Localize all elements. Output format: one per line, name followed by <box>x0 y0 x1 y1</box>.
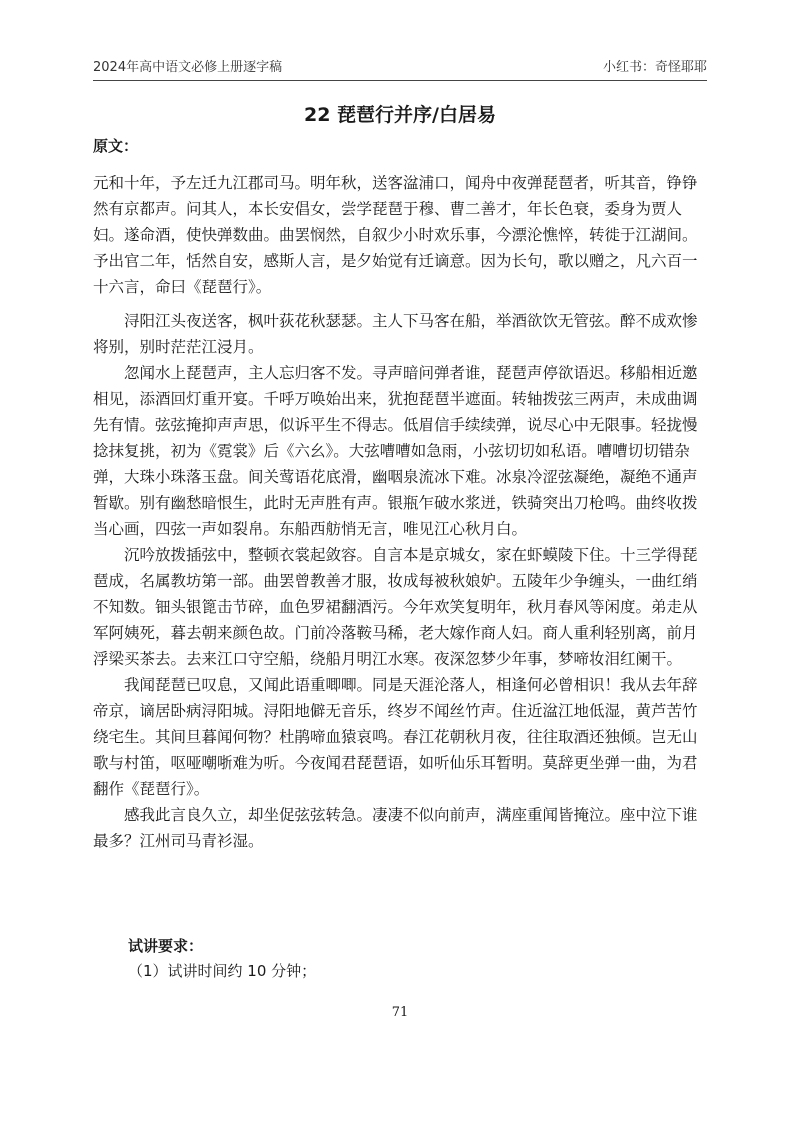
requirement-item: （1）试讲时间约 10 分钟； <box>128 962 317 980</box>
poem-stanza: 忽闻水上琵琶声，主人忘归客不发。寻声暗问弹者谁，琵琶声停欲语迟。移船相近邀相见，添酒回灯重开宴。千呼万唤始出来，犹抱琵琶半遮面。转轴拨弦三两声，未成曲调先有情。弦弦掩抑声声思，似诉平生不得志。低眉信手续续弹，说尽心中无限事。轻拢慢捻抹复挑，初为《霓裳》后《六幺》。大弦嘈嘈如急雨，小弦切切如私语。嘈嘈切切错杂弹，大珠小珠落玉盘。间关莺语花底滑，幽咽泉流冰下难。冰泉冷涩弦凝绝，凝绝不通声暂歇。别有幽愁暗恨生，此时无声胜有声。银瓶乍破水浆迸，铁骑突出刀枪鸣。曲终收拨当心画，四弦一声如裂帛。东船西舫悄无言，唯见江心秋月白。 <box>93 364 698 538</box>
poem-stanza: 沉吟放拨插弦中，整顿衣裳起敛容。自言本是京城女，家在虾蟆陵下住。十三学得琵琶成，名属教坊第一部。曲罢曾教善才服，妆成每被秋娘妒。五陵年少争缠头，一曲红绡不知数。钿头银篦击节碎，血色罗裙翻酒污。今年欢笑复明年，秋月春风等闲度。弟走从军阿姨死，暮去朝来颜色故。门前冷落鞍马稀，老大嫁作商人妇。商人重利轻别离，前月浮梁买茶去。去来江口守空船，绕船月明江水寒。夜深忽梦少年事，梦啼妆泪红阑干。 <box>93 546 698 668</box>
page-header <box>93 56 707 78</box>
page-title: 22 琵琶行并序/白居易 <box>304 104 496 126</box>
page-number: 71 <box>391 1005 409 1020</box>
poem-stanza: 浔阳江头夜送客，枫叶荻花秋瑟瑟。主人下马客在船，举酒欲饮无管弦。醉不成欢惨将别，别时茫茫江浸月。 <box>93 312 698 356</box>
requirements-label: 试讲要求： <box>128 937 204 955</box>
header-divider <box>93 80 707 81</box>
header-doc-title: 2024年高中语文必修上册逐字稿 <box>93 60 283 75</box>
header-author: 小红书：奇怪耶耶 <box>602 60 707 75</box>
poem-body <box>93 308 707 854</box>
poem-stanza: 感我此言良久立，却坐促弦弦转急。凄凄不似向前声，满座重闻皆掩泣。座中泣下谁最多？江州司马青衫湿。 <box>93 806 698 850</box>
original-text-label: 原文： <box>93 137 139 155</box>
preface-paragraph: 元和十年，予左迁九江郡司马。明年秋，送客湓浦口，闻舟中夜弹琵琶者，听其音，铮铮然有京都声。问其人，本长安倡女，尝学琵琶于穆、曹二善才，年长色衰，委身为贾人妇。遂命酒，使快弹数曲。曲罢悯然，自叙少小时欢乐事，今漂沦憔悴，转徙于江湖间。予出官二年，恬然自安，感斯人言，是夕始觉有迁谪意。因为长句，歌以赠之，凡六百一十六言，命曰《琵琶行》。 <box>93 174 698 296</box>
poem-stanza: 我闻琵琶已叹息，又闻此语重唧唧。同是天涯沦落人，相逢何必曾相识！我从去年辞帝京，谪居卧病浔阳城。浔阳地僻无音乐，终岁不闻丝竹声。住近湓江地低湿，黄芦苦竹绕宅生。其间旦暮闻何物？杜鹃啼血猿哀鸣。春江花朝秋月夜，往往取酒还独倾。岂无山歌与村笛，呕哑嘲哳难为听。今夜闻君琵琶语，如听仙乐耳暂明。莫辞更坐弹一曲，为君翻作《琵琶行》。 <box>93 676 698 798</box>
